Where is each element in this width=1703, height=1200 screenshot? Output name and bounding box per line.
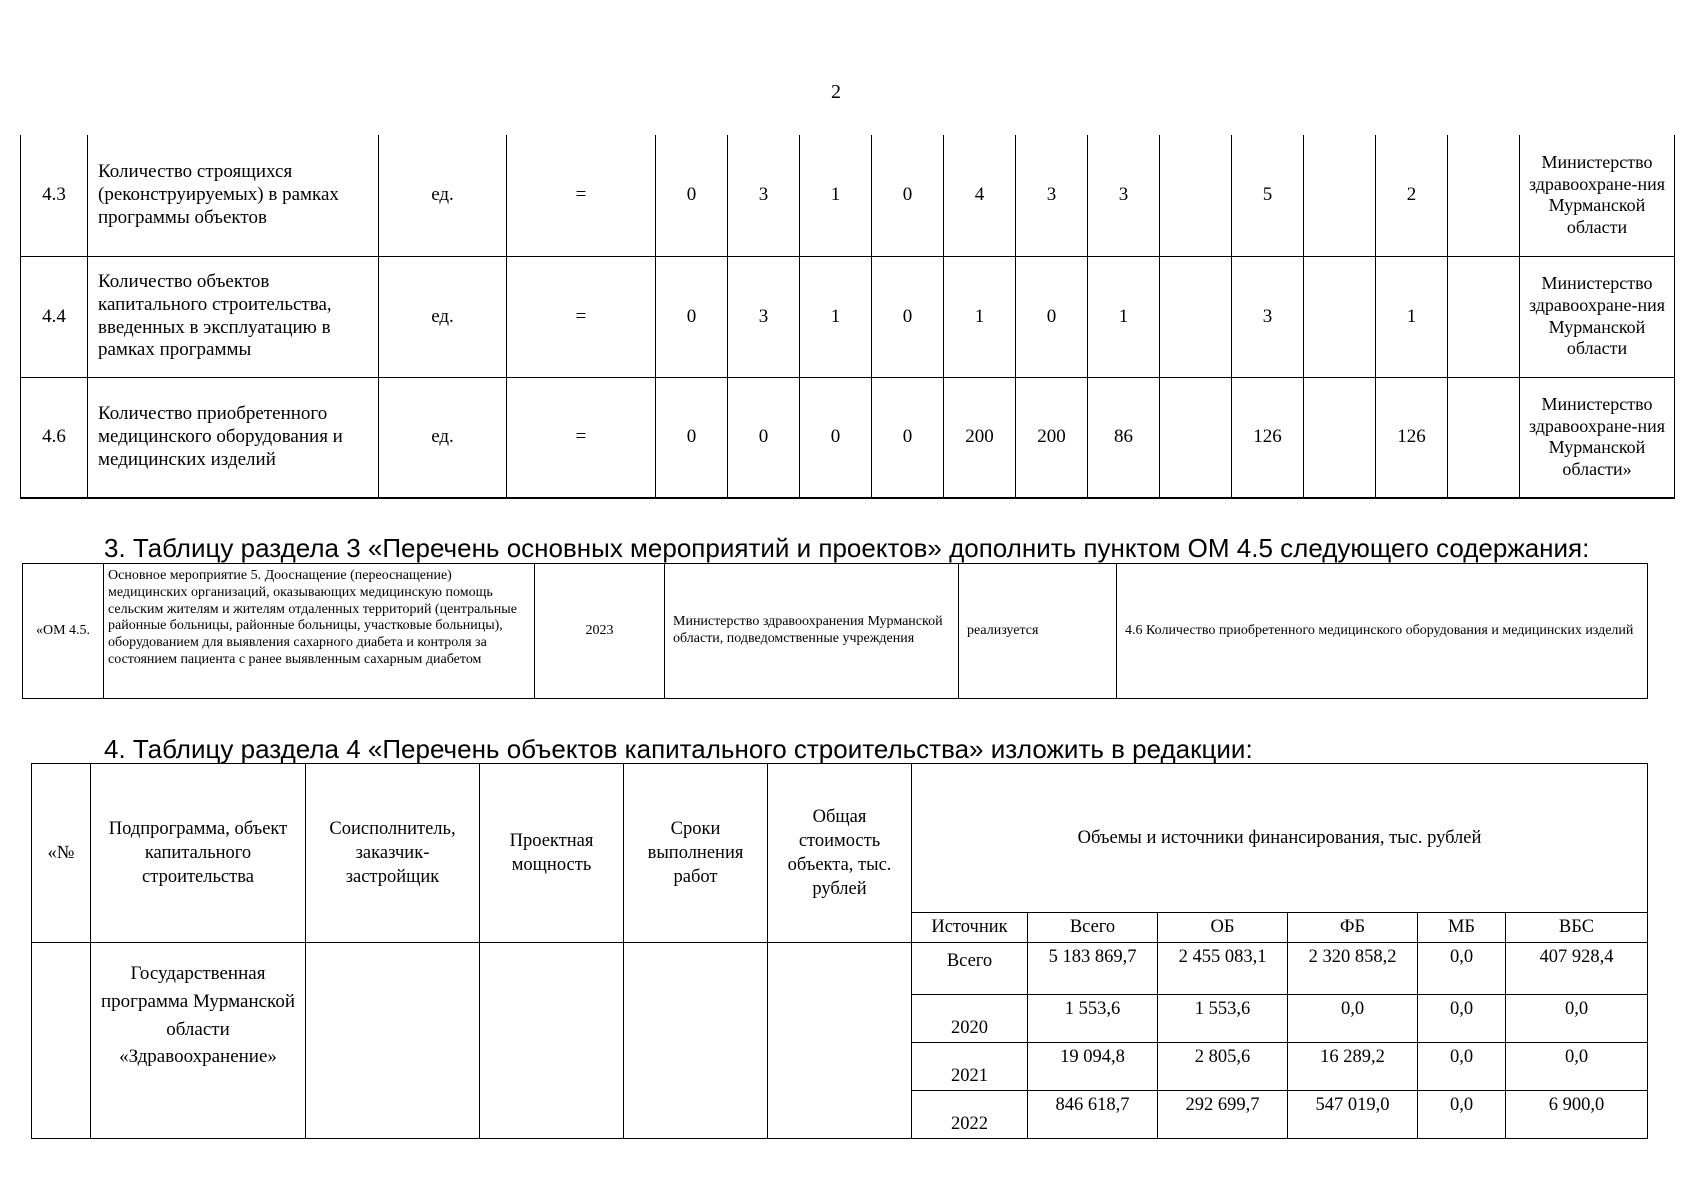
row-terms [624,943,768,1139]
indicator-value: 5 [1232,135,1304,256]
indicator-value [1448,135,1520,256]
indicator-value: 0 [800,377,872,498]
row-mb: 0,0 [1418,995,1506,1043]
measure-number: «ОМ 4.5. [23,564,104,699]
table-row [21,377,1675,498]
table-row [21,135,1675,256]
indicator-value: 126 [1232,377,1304,498]
header-fb: ФБ [1288,913,1418,943]
indicator-value: 3 [728,256,800,377]
indicator-responsible: Министерство здравоохране-ния Мурманской области [1520,135,1675,256]
page-number: 2 [831,81,841,103]
indicator-value: 126 [1376,377,1448,498]
indicator-number: 4.6 [21,377,88,498]
indicator-name: Количество строящихся (реконструируемых) в рамках программы объектов [88,135,379,256]
indicator-value [1160,135,1232,256]
table-row [32,943,1648,995]
header-terms: Сроки выполнения работ [624,764,768,943]
row-total: 5 183 869,7 [1028,943,1158,995]
indicator-sign: = [507,256,656,377]
measure-year: 2023 [535,564,665,699]
header-mb: МБ [1418,913,1506,943]
program-name: Государственная программа Мурманской области «Здравоохранение» [91,943,306,1139]
row-coexecutor [306,943,480,1139]
indicator-value: 3 [1088,135,1160,256]
header-coexecutor: Соисполнитель, заказчик-застройщик [306,764,480,943]
row-capacity [480,943,624,1139]
indicator-responsible: Министерство здравоохране-ния Мурманской области» [1520,377,1675,498]
row-source: 2021 [912,1043,1028,1091]
measure-indicator: 4.6 Количество приобретенного медицинского оборудования и медицинских изделий [1117,564,1648,699]
row-total: 19 094,8 [1028,1043,1158,1091]
indicator-unit: ед. [379,135,507,256]
indicator-value: 4 [944,135,1016,256]
row-mb: 0,0 [1418,1091,1506,1139]
header-ob: ОБ [1158,913,1288,943]
indicator-value: 3 [728,135,800,256]
indicator-value: 1 [1376,256,1448,377]
indicator-value [1448,377,1520,498]
indicator-value: 0 [872,377,944,498]
row-fb: 547 019,0 [1288,1091,1418,1139]
row-ob: 292 699,7 [1158,1091,1288,1139]
row-mb: 0,0 [1418,943,1506,995]
indicator-value: 2 [1376,135,1448,256]
row-ob: 1 553,6 [1158,995,1288,1043]
section-3-heading: 3. Таблицу раздела 3 «Перечень основных мероприятий и проектов» дополнить пунктом ОМ 4.5 следующего содержания: [104,533,1590,563]
row-fb: 16 289,2 [1288,1043,1418,1091]
indicator-value [1160,256,1232,377]
measures-table [22,563,1648,699]
indicator-value: 1 [944,256,1016,377]
indicator-value [1160,377,1232,498]
indicator-value: 0 [872,135,944,256]
row-total: 846 618,7 [1028,1091,1158,1139]
indicator-number: 4.4 [21,256,88,377]
indicator-value: 3 [1016,135,1088,256]
indicator-value: 1 [1088,256,1160,377]
indicator-value: 0 [656,377,728,498]
indicator-unit: ед. [379,256,507,377]
capital-construction-table [31,763,1648,1139]
row-source: 2020 [912,995,1028,1043]
indicator-value: 0 [656,135,728,256]
row-vbs: 6 900,0 [1506,1091,1648,1139]
row-cost [768,943,912,1139]
indicator-value: 200 [944,377,1016,498]
header-financing: Объемы и источники финансирования, тыс. рублей [912,764,1648,913]
indicator-unit: ед. [379,377,507,498]
measure-executor: Министерство здравоохранения Мурманской области, подведомственные учреждения [665,564,959,699]
indicator-value: 1 [800,256,872,377]
indicator-responsible: Министерство здравоохране-ния Мурманской области [1520,256,1675,377]
indicator-value: 0 [1016,256,1088,377]
header-vbs: ВБС [1506,913,1648,943]
indicator-value [1448,256,1520,377]
indicator-sign: = [507,135,656,256]
table-header-row [32,764,1648,913]
header-source: Источник [912,913,1028,943]
table-row [23,564,1648,699]
header-number: «№ [32,764,91,943]
row-number [32,943,91,1139]
row-source: Всего [912,943,1028,995]
row-ob: 2 455 083,1 [1158,943,1288,995]
row-source: 2022 [912,1091,1028,1139]
indicator-value [1304,135,1376,256]
row-vbs: 0,0 [1506,1043,1648,1091]
row-mb: 0,0 [1418,1043,1506,1091]
row-vbs: 407 928,4 [1506,943,1648,995]
indicator-value: 86 [1088,377,1160,498]
indicator-value [1304,256,1376,377]
row-vbs: 0,0 [1506,995,1648,1043]
indicator-name: Количество приобретенного медицинского оборудования и медицинских изделий [88,377,379,498]
indicator-value [1304,377,1376,498]
indicator-value: 200 [1016,377,1088,498]
measure-status: реализуется [959,564,1117,699]
indicator-value: 3 [1232,256,1304,377]
row-ob: 2 805,6 [1158,1043,1288,1091]
indicator-number: 4.3 [21,135,88,256]
section-4-heading: 4. Таблицу раздела 4 «Перечень объектов капитального строительства» изложить в редакции: [104,734,1253,764]
table-row [21,256,1675,377]
indicator-value: 0 [656,256,728,377]
measure-name: Основное мероприятие 5. Дооснащение (переоснащение) медицинских организаций, оказывающих медицинскую помощь сельским жителям и жителям отдаленных территорий (центральные районные больницы, районные больницы, участковые больницы), оборудованием для выявления сахарного диабета и контроля за состоянием пациента с ранее выявленным сахарным диабетом [104,564,535,699]
indicator-name: Количество объектов капитального строительства, введенных в эксплуатацию в рамках программы [88,256,379,377]
header-total: Всего [1028,913,1158,943]
indicator-value: 0 [728,377,800,498]
row-fb: 0,0 [1288,995,1418,1043]
row-fb: 2 320 858,2 [1288,943,1418,995]
indicator-value: 0 [872,256,944,377]
header-subprogram: Подпрограмма, объект капитального строительства [91,764,306,943]
indicator-value: 1 [800,135,872,256]
indicator-sign: = [507,377,656,498]
row-total: 1 553,6 [1028,995,1158,1043]
header-capacity: Проектная мощность [480,764,624,943]
indicators-table [20,135,1675,499]
header-cost: Общая стоимость объекта, тыс. рублей [768,764,912,943]
